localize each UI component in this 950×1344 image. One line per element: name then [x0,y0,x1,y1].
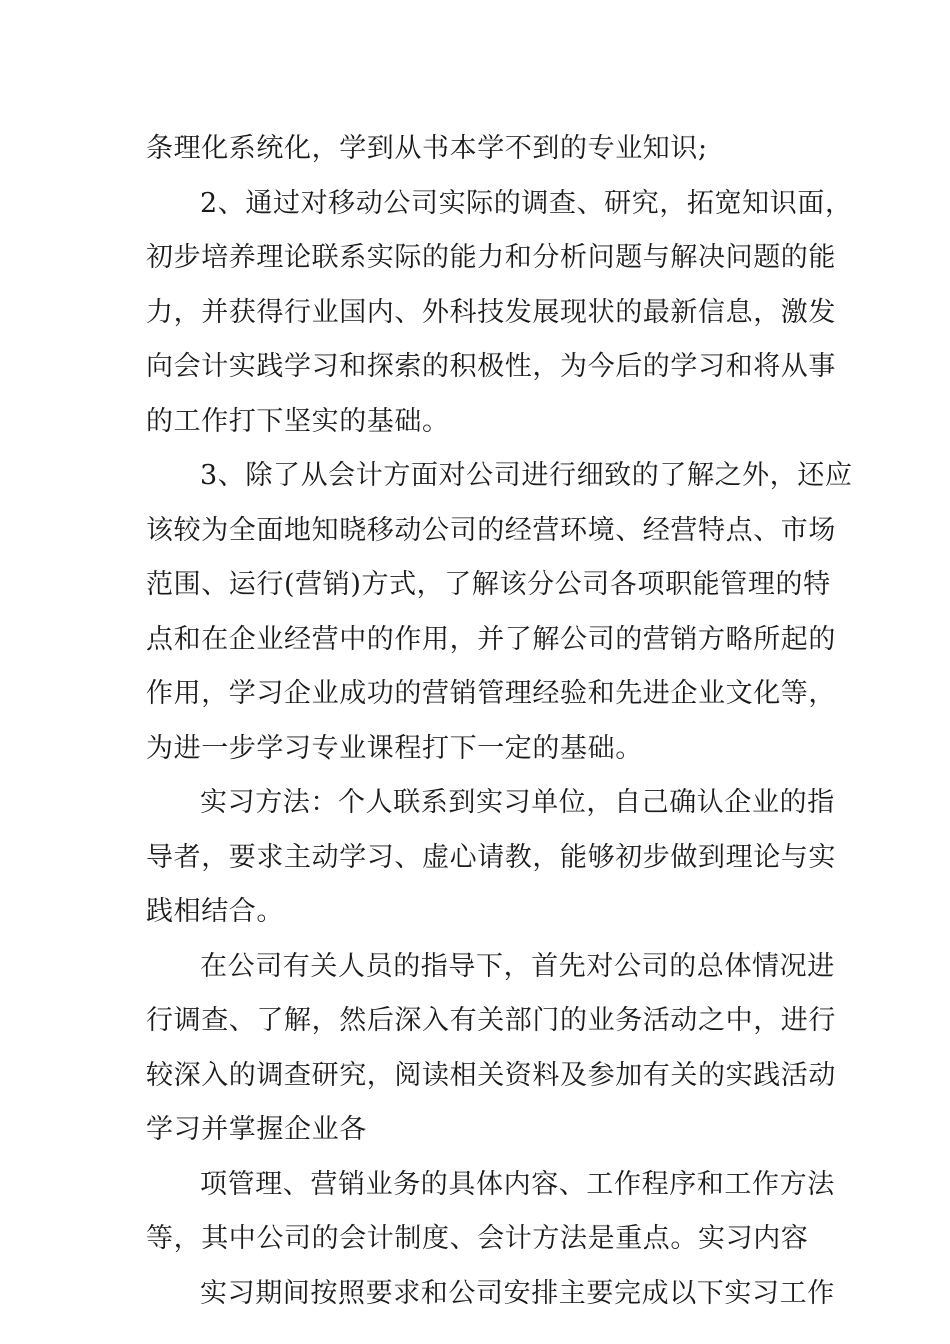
text-line: 3、除了从会计方面对公司进行细致的了解之外，还应 [200,460,853,491]
document-page [146,122,853,1321]
text-line: 较深入的调查研究，阅读相关资料及参加有关的实践活动 [146,1059,836,1091]
text-line: 力，并获得行业国内、外科技发展现状的最新信息，激发 [146,296,836,328]
text-line: 2、通过对移动公司实际的调查、研究，拓宽知识面， [200,187,853,219]
text-line: 的工作打下坚实的基础。 [146,405,450,437]
text-line: 在公司有关人员的指导下，首先对公司的总体情况进 [200,950,835,982]
text-line: 向会计实践学习和探索的积极性，为今后的学习和将从事 [146,351,836,382]
text-line: 学习并掌握企业各 [146,1114,367,1145]
text-line: 点和在企业经营中的作用，并了解公司的营销方略所起的 [146,623,836,655]
text-line: 条理化系统化，学到从书本学不到的专业知识; [146,133,708,164]
text-line: 项管理、营销业务的具体内容、工作程序和工作方法 [200,1168,835,1200]
text-line: 范围、运行(营销)方式，了解该分公司各项职能管理的特 [146,569,831,600]
text-line: 等，其中公司的会计制度、会计方法是重点。实习内容 [146,1223,809,1254]
text-line: 该较为全面地知晓移动公司的经营环境、经营特点、市场 [146,514,836,546]
text-line: 践相结合。 [146,896,284,927]
text-line: 作用，学习企业成功的营销管理经验和先进企业文化等， [146,678,836,709]
text-line: 初步培养理论联系实际的能力和分析问题与解决问题的能 [146,242,836,273]
text-line: 实习期间按照要求和公司安排主要完成以下实习工作 [200,1277,835,1309]
text-line: 为进一步学习专业课程打下一定的基础。 [146,732,643,764]
text-line: 导者，要求主动学习、虚心请教，能够初步做到理论与实 [146,841,836,873]
text-line: 实习方法：个人联系到实习单位，自己确认企业的指 [200,787,835,818]
text-line: 行调查、了解，然后深入有关部门的业务活动之中，进行 [146,1005,836,1036]
